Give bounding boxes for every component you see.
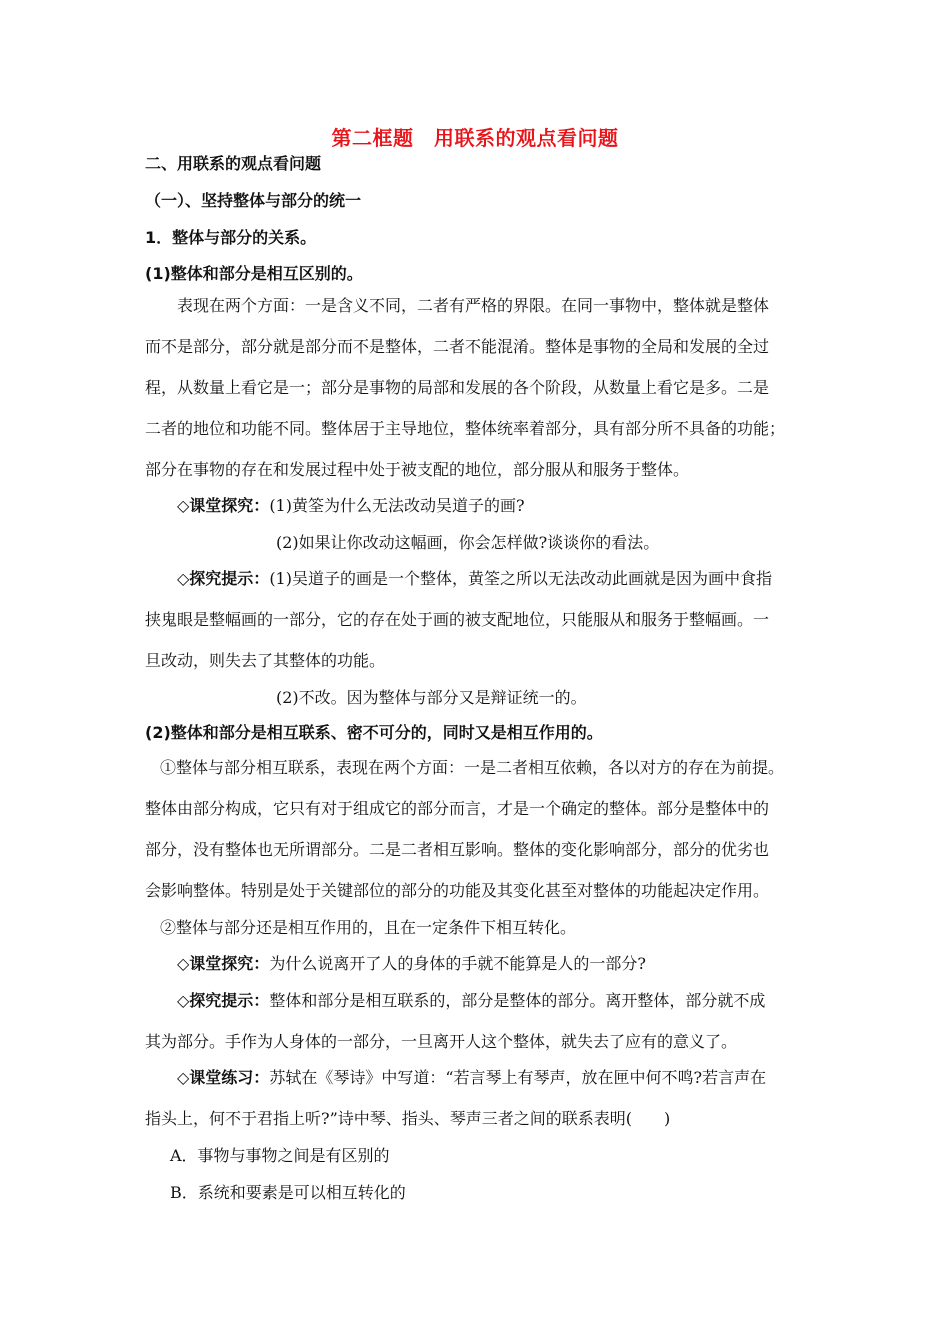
hint-label: ◇探究提示： [177, 569, 270, 588]
explore-label: ◇课堂探究： [177, 954, 270, 973]
exercise-label: ◇课堂练习： [177, 1068, 270, 1087]
paragraph-line: 表现在两个方面：一是含义不同，二者有严格的界限。在同一事物中，整体就是整体 [177, 296, 770, 315]
paragraph-line: ①整体与部分相互联系，表现在两个方面：一是二者相互依赖，各以对方的存在为前提。 [160, 758, 785, 777]
explore-block-2 [177, 954, 857, 974]
explore-label: ◇课堂探究： [177, 496, 270, 515]
paragraph-line: ②整体与部分还是相互作用的，且在一定条件下相互转化。 [160, 918, 577, 937]
explore-question: 为什么说离开了人的身体的手就不能算是人的一部分? [269, 954, 646, 973]
point-heading-1-2: (2)整体和部分是相互联系、密不可分的，同时又是相互作用的。 [145, 723, 603, 742]
hint-text: (1)吴道子的画是一个整体，黄筌之所以无法改动此画就是因为画中食指 [269, 569, 772, 588]
hint-text-line: 旦改动，则失去了其整体的功能。 [145, 651, 386, 670]
point-heading-1: 1．整体与部分的关系。 [145, 228, 317, 247]
subsection-heading: （一）、坚持整体与部分的统一 [145, 191, 362, 210]
paragraph-line: 整体由部分构成，它只有对于组成它的部分而言，才是一个确定的整体。部分是整体中的 [145, 799, 770, 818]
exercise-option-a: A．事物与事物之间是有区别的 [170, 1146, 390, 1165]
paragraph-line: 而不是部分，部分就是部分而不是整体，二者不能混淆。整体是事物的全局和发展的全过 [145, 337, 770, 356]
section-heading: 二、用联系的观点看问题 [145, 154, 322, 173]
exercise-text-line: 指头上，何不于君指上听?”诗中琴、指头、琴声三者之间的联系表明( ) [145, 1109, 671, 1128]
paragraph-line: 二者的地位和功能不同。整体居于主导地位，整体统率着部分，具有部分所不具备的功能； [145, 419, 786, 438]
paragraph-line: 会影响整体。特别是处于关键部位的部分的功能及其变化甚至对整体的功能起决定作用。 [145, 881, 770, 900]
explore-question-1: (1)黄筌为什么无法改动吴道子的画? [269, 496, 525, 515]
hint-block-2 [177, 991, 857, 1011]
exercise-option-b: B．系统和要素是可以相互转化的 [170, 1183, 406, 1202]
explore-block-1 [177, 496, 857, 516]
explore-question-2: (2)如果让你改动这幅画，你会怎样做?谈谈你的看法。 [276, 533, 660, 552]
exercise-block [177, 1068, 857, 1088]
point-heading-1-1: (1)整体和部分是相互区别的。 [145, 264, 363, 283]
page-title: 第二框题 用联系的观点看问题 [331, 126, 619, 150]
exercise-text: 苏轼在《琴诗》中写道：“若言琴上有琴声，放在匣中何不鸣?若言声在 [269, 1068, 767, 1087]
hint-text-line: 挟鬼眼是整幅画的一部分，它的存在处于画的被支配地位，只能服从和服务于整幅画。一 [145, 610, 770, 629]
paragraph-line: 程，从数量上看它是一；部分是事物的局部和发展的各个阶段，从数量上看它是多。二是 [145, 378, 770, 397]
hint-block-1 [177, 569, 857, 589]
paragraph-line: 部分，没有整体也无所谓部分。二是二者相互影响。整体的变化影响部分，部分的优劣也 [145, 840, 770, 859]
hint-text-line: (2)不改。因为整体与部分又是辩证统一的。 [276, 688, 587, 707]
hint-text: 整体和部分是相互联系的，部分是整体的部分。离开整体，部分就不成 [269, 991, 766, 1010]
hint-text-line: 其为部分。手作为人身体的一部分，一旦离开人这个整体，就失去了应有的意义了。 [145, 1032, 738, 1051]
hint-label: ◇探究提示： [177, 991, 270, 1010]
paragraph-line: 部分在事物的存在和发展过程中处于被支配的地位，部分服从和服务于整体。 [145, 460, 690, 479]
